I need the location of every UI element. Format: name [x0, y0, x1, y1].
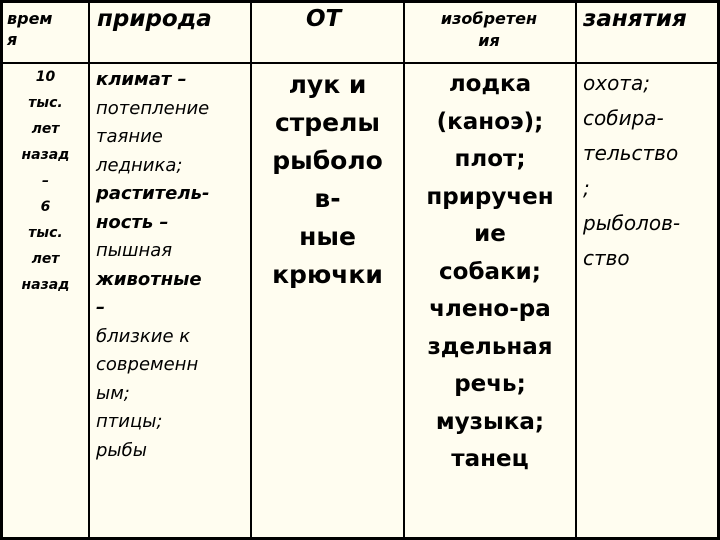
- activity-line: ство: [583, 246, 630, 270]
- column-divider-1: [88, 0, 90, 540]
- header-inventions: изобретен ия: [440, 9, 538, 50]
- invention-line: плот;: [454, 146, 526, 172]
- nature-line: рыбы: [96, 439, 147, 461]
- time-line: 6: [40, 199, 51, 215]
- header-ot: ОТ: [306, 6, 342, 32]
- invention-line: здельная: [427, 333, 553, 360]
- cell-tools: [252, 66, 403, 294]
- column-divider-4: [575, 0, 577, 540]
- time-line: назад: [21, 147, 70, 163]
- invention-line: танец: [451, 446, 529, 472]
- invention-line: (каноэ);: [436, 108, 544, 135]
- tool-line: ные: [299, 222, 356, 251]
- activity-line: ;: [583, 176, 590, 200]
- nature-line: раститель-: [96, 183, 210, 204]
- time-line: тыс.: [28, 95, 63, 111]
- time-line: 10: [35, 69, 56, 85]
- invention-line: лодка: [448, 71, 532, 97]
- invention-line: собаки;: [439, 258, 541, 285]
- cell-time-period: [3, 64, 88, 298]
- invention-line: члено-ра: [429, 296, 551, 322]
- nature-line: таяние: [96, 126, 163, 147]
- tool-line: рыболо: [272, 146, 383, 175]
- tool-line: в-: [314, 184, 341, 213]
- nature-line: животные: [96, 268, 202, 290]
- header-divider: [0, 62, 720, 64]
- header-activities: занятия: [583, 6, 687, 32]
- activity-line: рыболов-: [583, 211, 681, 235]
- cell-nature-description: [96, 66, 250, 465]
- activity-line: тельство: [583, 141, 679, 165]
- time-line: –: [42, 173, 49, 189]
- invention-line: ие: [474, 221, 506, 247]
- time-line: лет: [31, 121, 60, 137]
- nature-line: близкие к: [96, 325, 191, 347]
- header-nature: природа: [97, 6, 212, 32]
- activity-line: охота;: [583, 71, 650, 95]
- invention-line: музыка;: [435, 408, 545, 435]
- cell-activities: [583, 66, 717, 276]
- nature-line: потепление: [96, 97, 210, 119]
- nature-line: птицы;: [96, 411, 163, 432]
- tool-line: стрелы: [274, 108, 381, 137]
- activity-line: собира-: [583, 106, 664, 130]
- cell-inventions: [405, 66, 575, 479]
- header-time: врем я: [7, 9, 53, 49]
- nature-line: современн: [96, 354, 199, 375]
- nature-line: ым;: [96, 382, 130, 404]
- table-border-top: [0, 0, 720, 3]
- nature-line: ность –: [96, 211, 169, 233]
- invention-line: приручен: [426, 183, 554, 210]
- time-line: лет: [31, 251, 60, 267]
- time-line: тыс.: [28, 225, 63, 241]
- nature-line: –: [96, 297, 105, 318]
- nature-line: пышная: [96, 240, 173, 261]
- nature-line: климат –: [96, 69, 187, 90]
- tool-line: лук и: [288, 70, 367, 99]
- time-line: назад: [21, 277, 70, 293]
- invention-line: речь;: [454, 371, 526, 397]
- tool-line: крючки: [272, 260, 383, 289]
- nature-line: ледника;: [96, 154, 183, 176]
